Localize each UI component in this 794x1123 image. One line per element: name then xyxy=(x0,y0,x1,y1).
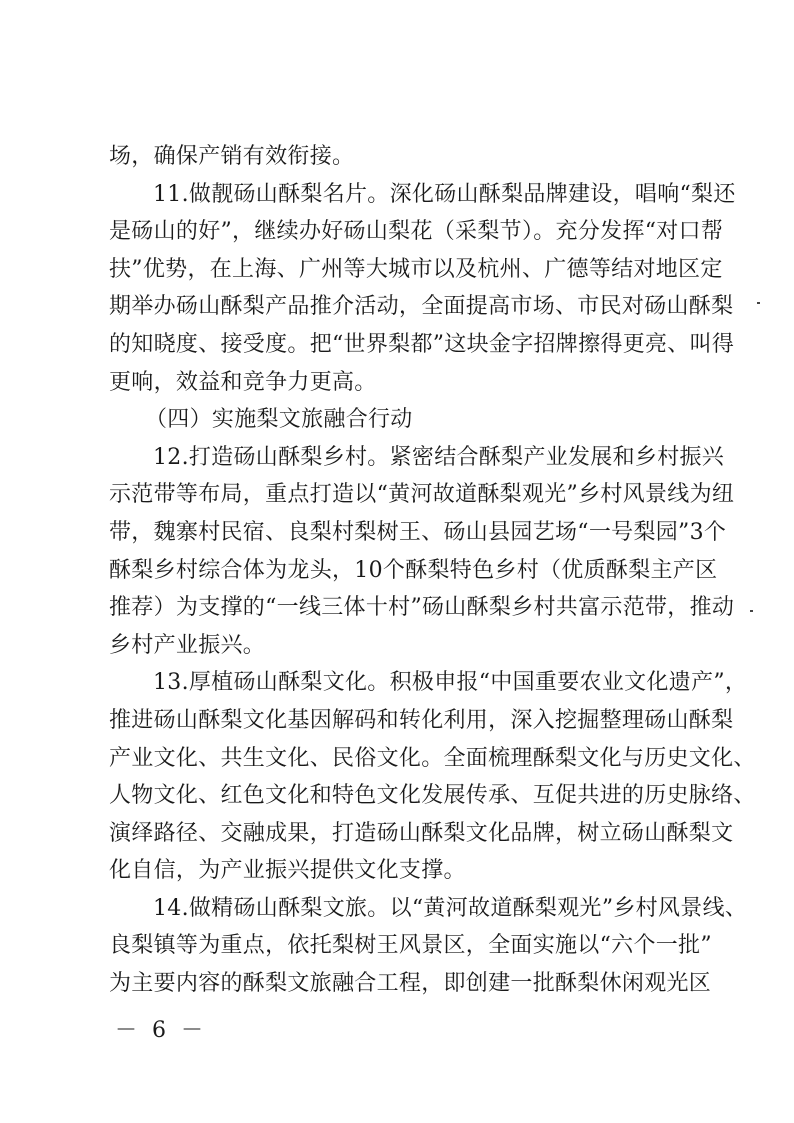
text-line: 为主要内容的酥梨文旅融合工程，即创建一批酥梨休闲观光区 xyxy=(109,971,712,997)
document-body xyxy=(109,138,756,1003)
text-line: 更响，效益和竞争力更高。 xyxy=(109,369,377,395)
paragraph-11-line: 11.做靓砀山酥梨名片。深化砀山酥梨品牌建设，唱响“梨还 xyxy=(153,181,736,207)
text-line: 场，确保产销有效衔接。 xyxy=(109,144,355,169)
text-line: 扶”优势，在上海、广州等大城市以及杭州、广德等结对地区定 xyxy=(109,256,723,282)
text-line: 推进砀山酥梨文化基因解码和转化利用，深入挖掘整理砀山酥梨 xyxy=(109,707,734,733)
text-line: 是砀山的好”，继续办好砀山梨花（采梨节）。充分发挥“对口帮 xyxy=(109,219,724,245)
text-line: 乡村产业振兴。 xyxy=(109,632,266,658)
text-line: 期举办砀山酥梨产品推介活动，全面提高市场、市民对砀山酥梨 xyxy=(109,294,734,320)
scan-speck xyxy=(757,302,760,304)
text-line: 推荐）为支撑的“一线三体十村”砀山酥梨乡村共富示范带，推动 xyxy=(109,595,735,621)
page-number: － 6 － xyxy=(115,1018,207,1043)
text-line: 带，魏寨村民宿、良梨村梨树王、砀山县园艺场“一号梨园”3个 xyxy=(109,519,727,545)
text-line: 示范带等布局，重点打造以“黄河故道酥梨观光”乡村风景线为纽 xyxy=(109,482,735,508)
text-line: 的知晓度、接受度。把“世界梨都”这块金字招牌擦得更亮、叫得 xyxy=(109,331,735,357)
paragraph-13-line: 13.厚植砀山酥梨文化。积极申报“中国重要农业文化遗产”， xyxy=(153,670,748,696)
text-line: 人物文化、红色文化和特色文化发展传承、互促共进的历史脉络、 xyxy=(109,783,756,809)
scan-speck xyxy=(750,610,753,612)
section-heading: （四）实施梨文旅融合行动 xyxy=(145,407,413,433)
text-line: 演绎路径、交融成果，打造砀山酥梨文化品牌，树立砀山酥梨文 xyxy=(109,820,734,846)
text-line: 良梨镇等为重点，依托梨树王风景区，全面实施以“六个一批” xyxy=(109,933,712,959)
paragraph-14-line: 14.做精砀山酥梨文旅。以“黄河故道酥梨观光”乡村风景线、 xyxy=(153,895,748,921)
text-line: 酥梨乡村综合体为龙头，10个酥梨特色乡村（优质酥梨主产区 xyxy=(109,557,718,583)
paragraph-12-line: 12.打造砀山酥梨乡村。紧密结合酥梨产业发展和乡村振兴 xyxy=(153,444,725,470)
text-line: 产业文化、共生文化、民俗文化。全面梳理酥梨文化与历史文化、 xyxy=(109,745,756,771)
text-line: 化自信，为产业振兴提供文化支撑。 xyxy=(109,858,466,884)
